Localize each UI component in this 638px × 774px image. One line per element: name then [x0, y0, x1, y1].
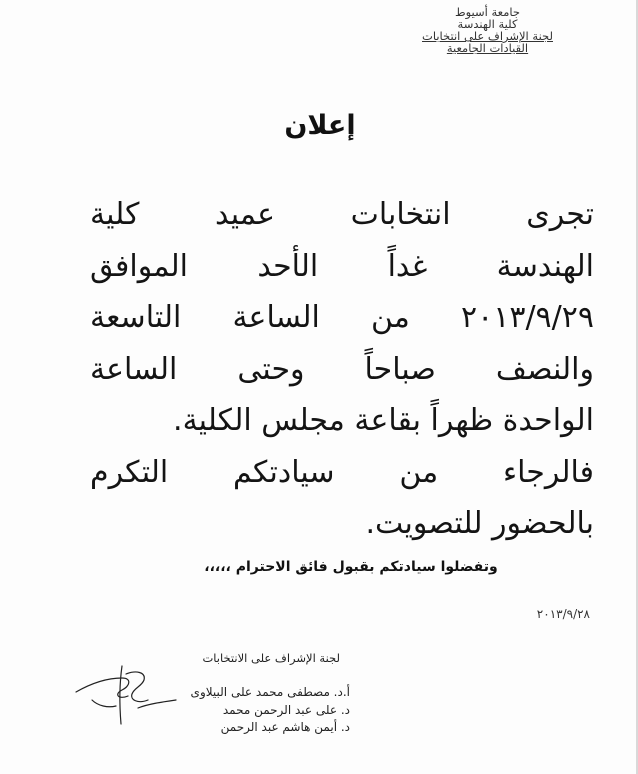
- body-line: تجرى انتخابات عميد كلية: [90, 197, 594, 232]
- signature-committee: لجنة الإشراف على الانتخابات: [202, 651, 340, 665]
- body-line: فالرجاء من سيادتكم التكرم: [90, 454, 594, 490]
- letterhead: [380, 6, 595, 54]
- handwritten-signature: [72, 660, 182, 730]
- body-line: الهندسة غداً الأحد الموافق: [90, 248, 594, 284]
- body-line: الواحدة ظهراً بقاعة مجلس الكلية.: [173, 403, 594, 438]
- committee-name-line2: القيادات الجامعية: [446, 41, 529, 55]
- committee-member: أ.د. مصطفى محمد على البيلاوى: [190, 685, 350, 699]
- body-line: والنصف صباحاً وحتى الساعة: [90, 351, 594, 387]
- announcement-body: [90, 189, 594, 550]
- announcement-title: إعلان: [284, 110, 356, 141]
- body-line: ٢٠١٣/٩/٢٩ من الساعة التاسعة: [90, 300, 594, 335]
- announcement-date: ٢٠١٣/٩/٢٨: [536, 607, 590, 621]
- university-name: جامعة أسيوط: [454, 5, 521, 19]
- committee-member: د. أيمن هاشم عبد الرحمن: [220, 720, 350, 734]
- committee-members: [160, 684, 350, 737]
- body-line: بالحضور للتصويت.: [365, 506, 594, 541]
- committee-name-line1: لجنة الإشراف على انتخابات: [422, 29, 553, 43]
- faculty-name: كلية الهندسة: [457, 17, 518, 31]
- committee-member: د. على عبد الرحمن محمد: [222, 702, 350, 717]
- closing-line: وتفضلوا سيادتكم بقبول فائق الاحترام ،،،،،: [204, 559, 498, 575]
